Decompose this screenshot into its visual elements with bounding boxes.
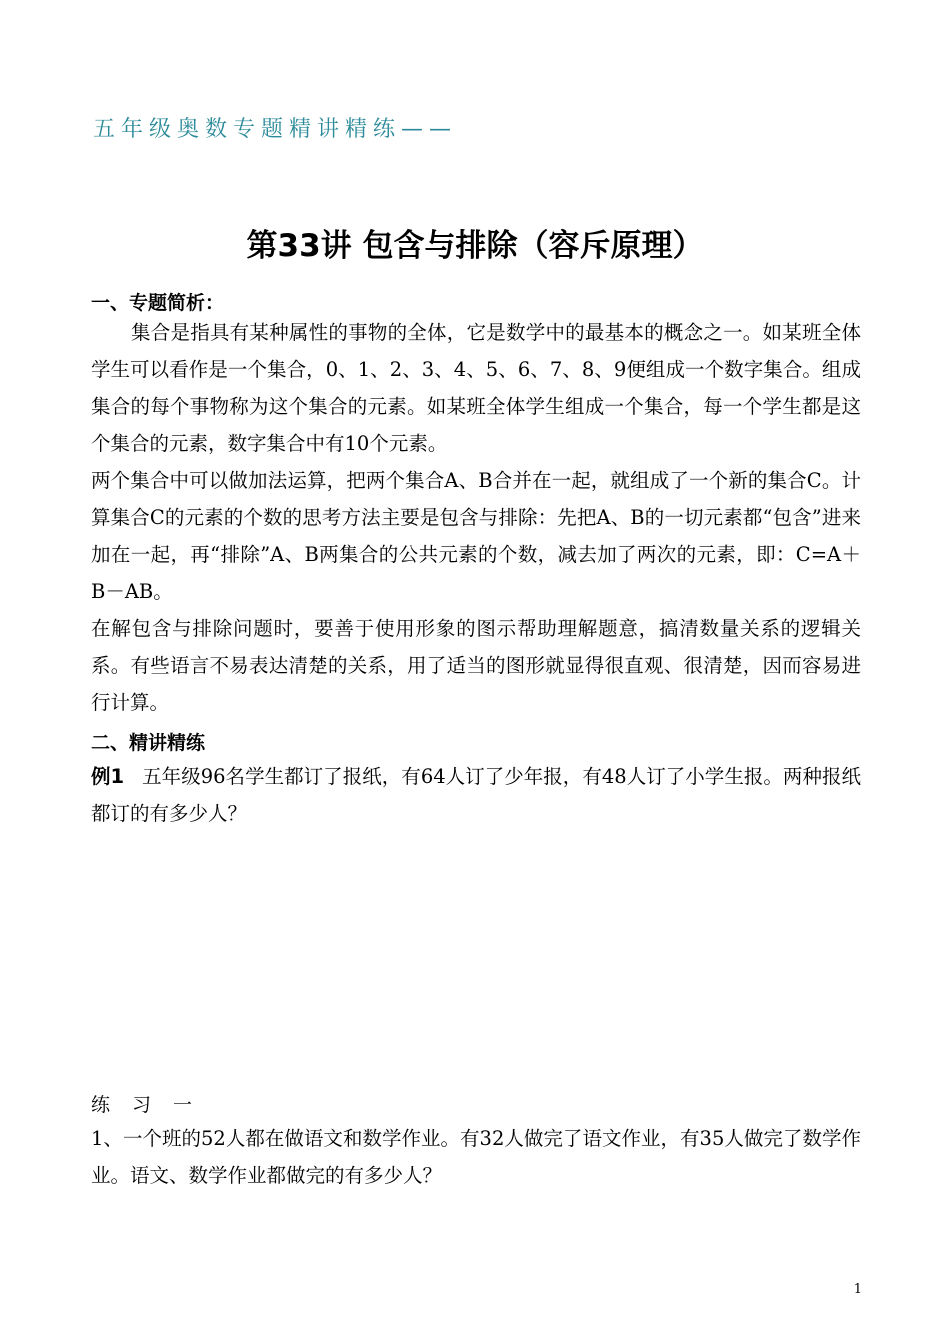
lecture-title: 第33讲 包含与排除（容斥原理） <box>246 228 704 264</box>
overview-paragraph-1: 集合是指具有某种属性的事物的全体，它是数学中的最基本的概念之一。如某班全体学生可以看作是一个集合，0、1、2、3、4、5、6、7、8、9便组成一个数字集合。组成集合的每个事物称为这个集合的元素。如某班全体学生组成一个集合，每一个学生都是这个集合的元素，数字集合中有10个元素。 <box>91 321 861 455</box>
practice-item-1: 1、一个班的52人都在做语文和数学作业。有32人做完了语文作业，有35人做完了数学作业。语文、数学作业都做完的有多少人？ <box>91 1127 861 1187</box>
section-heading-overview: 一、专题简析： <box>91 292 225 314</box>
page-number: 1 <box>853 1282 862 1297</box>
example-label: 例1 <box>91 765 125 788</box>
example-text: 五年级96名学生都订了报纸，有64人订了少年报，有48人订了小学生报。两种报纸都订的有多少人？ <box>91 765 861 825</box>
practice-heading: 练习一 <box>91 1094 215 1116</box>
overview-paragraph-3: 在解包含与排除问题时，要善于使用形象的图示帮助理解题意，搞清数量关系的逻辑关系。有些语言不易表达清楚的关系，用了适当的图形就显得很直观、很清楚，因而容易进行计算。 <box>91 617 861 714</box>
example-1 <box>91 758 861 832</box>
series-title: 五年级奥数专题精讲精练—— <box>93 117 458 142</box>
section-heading-practice: 二、精讲精练 <box>91 732 206 754</box>
overview-paragraph-2: 两个集合中可以做加法运算，把两个集合A、B合并在一起，就组成了一个新的集合C。计算集合C的元素的个数的思考方法主要是包含与排除：先把A、B的一切元素都“包含”进来加在一起，再“排除”A、B两集合的公共元素的个数，减去加了两次的元素，即：C=A＋B－AB。 <box>91 469 861 603</box>
